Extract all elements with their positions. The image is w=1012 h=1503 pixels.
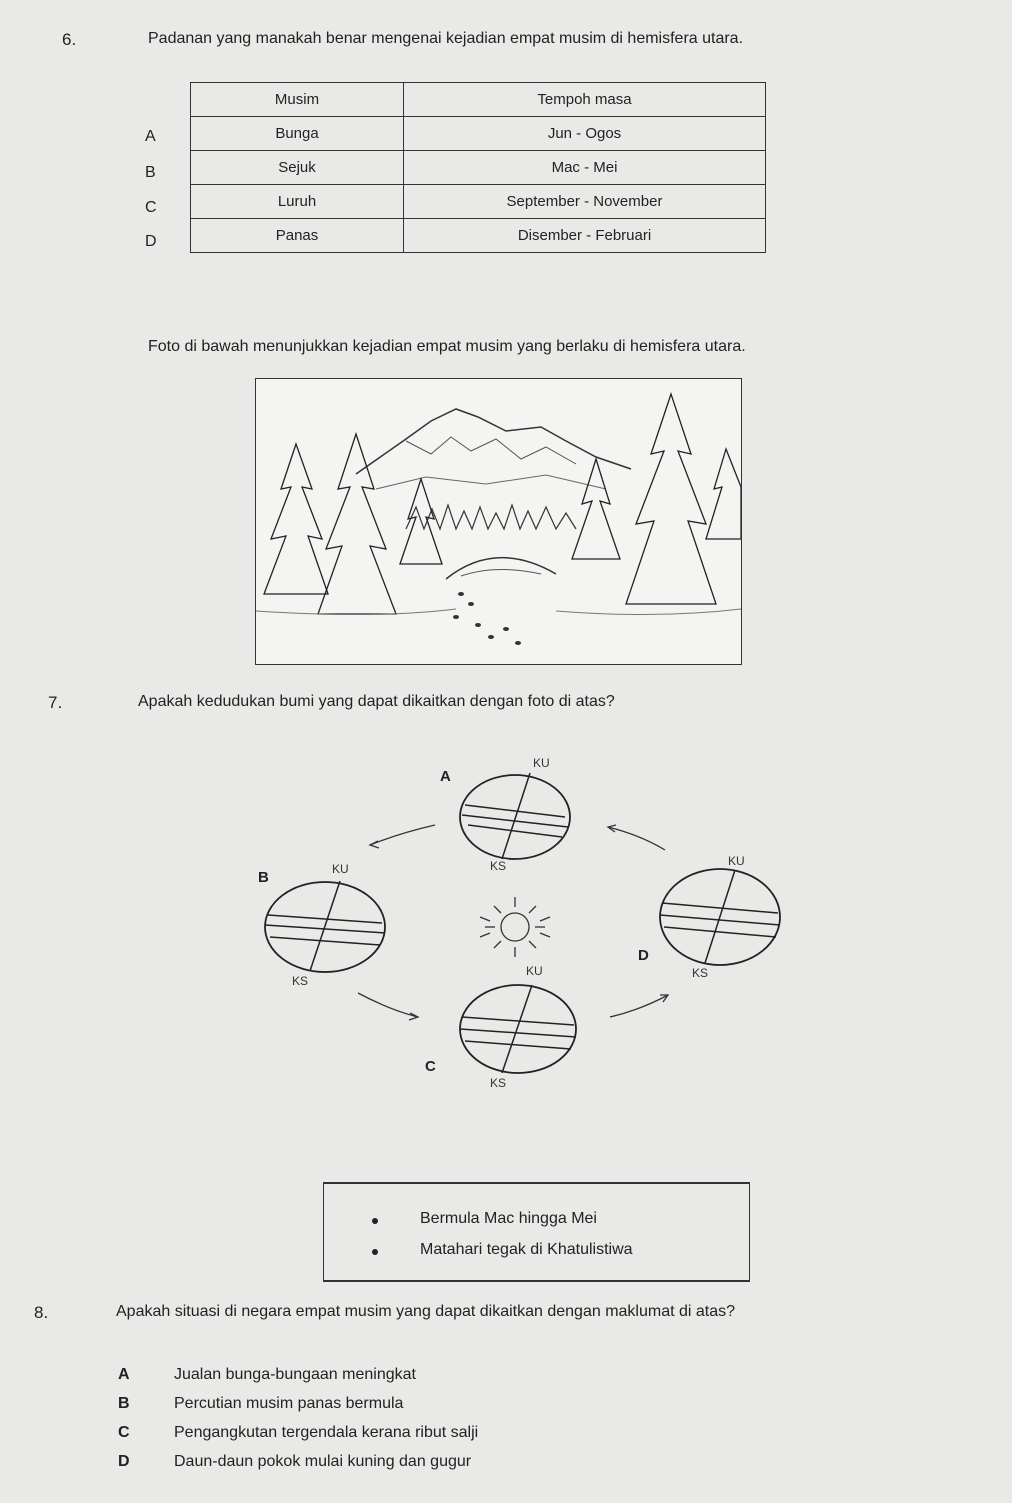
option-text-a: Jualan bunga-bungaan meningkat [174, 1366, 416, 1383]
north-pole-label: KU [332, 862, 349, 876]
season-cell: Sejuk [191, 151, 404, 185]
photo-caption: Foto di bawah menunjukkan kejadian empat musim yang berlaku di hemisfera utara. [148, 338, 746, 355]
option-letter-b: B [258, 869, 269, 886]
period-cell: Mac - Mei [404, 151, 766, 185]
option-text-b: Percutian musim panas bermula [174, 1395, 404, 1412]
season-cell: Panas [191, 219, 404, 253]
option-letter-d: D [118, 1453, 130, 1470]
table-header-row [191, 83, 766, 117]
earth-position-d [638, 854, 780, 980]
north-pole-label: KU [533, 756, 550, 770]
south-pole-label: KS [490, 1076, 507, 1090]
option-letter-c: C [145, 199, 157, 216]
question-6-number: 6. [62, 30, 77, 49]
south-pole-label: KS [692, 966, 709, 980]
arrow-b-to-c [358, 993, 418, 1017]
table-row [191, 219, 766, 253]
option-letter-a: A [145, 128, 156, 145]
option-letter-b: B [145, 164, 156, 181]
option-letter-a: A [118, 1366, 130, 1383]
table-row [191, 185, 766, 219]
option-letter-c: C [425, 1058, 436, 1075]
season-cell: Bunga [191, 117, 404, 151]
option-letter-d: D [638, 947, 649, 964]
info-line-1: Bermula Mac hingga Mei [420, 1210, 597, 1227]
option-letter-b: B [118, 1395, 130, 1412]
option-letter-c: C [118, 1424, 130, 1441]
header-tempoh-masa: Tempoh masa [404, 83, 766, 117]
sun-icon [480, 897, 550, 957]
south-pole-label: KS [292, 974, 309, 988]
north-pole-label: KU [526, 964, 543, 978]
period-cell: Jun - Ogos [404, 117, 766, 151]
info-box [323, 1182, 750, 1282]
period-cell: September - November [404, 185, 766, 219]
question-6-text: Padanan yang manakah benar mengenai kejadian empat musim di hemisfera utara. [148, 30, 744, 47]
earth-position-b [258, 862, 385, 988]
winter-landscape-photo [255, 378, 742, 665]
north-pole-label: KU [728, 854, 745, 868]
earth-position-a [440, 756, 570, 873]
arrow-a-to-b [370, 825, 435, 845]
orbit-arrows [358, 825, 668, 1020]
header-musim: Musim [191, 83, 404, 117]
season-table [190, 82, 766, 253]
info-line-2: Matahari tegak di Khatulistiwa [420, 1241, 633, 1258]
question-7-number: 7. [48, 693, 63, 712]
period-cell: Disember - Februari [404, 219, 766, 253]
option-text-d: Daun-daun pokok mulai kuning dan gugur [174, 1453, 472, 1470]
question-8-number: 8. [34, 1303, 49, 1322]
option-letter-d: D [145, 233, 157, 250]
bullet-icon [372, 1249, 378, 1255]
arrow-d-to-a [608, 827, 665, 850]
arrow-c-to-d [610, 995, 668, 1017]
table-row [191, 151, 766, 185]
winter-landscape-illustration [256, 379, 741, 664]
option-letter-a: A [440, 768, 451, 785]
south-pole-label: KS [490, 859, 507, 873]
option-text-c: Pengangkutan tergendala kerana ribut salji [174, 1424, 479, 1441]
table-row [191, 117, 766, 151]
question-8-text: Apakah situasi di negara empat musim yang dapat dikaitkan dengan maklumat di atas? [116, 1303, 736, 1320]
question-7-text: Apakah kedudukan bumi yang dapat dikaitkan dengan foto di atas? [138, 693, 615, 710]
season-cell: Luruh [191, 185, 404, 219]
earth-position-c [425, 964, 576, 1090]
earth-orbit-diagram [240, 745, 800, 1105]
bullet-icon [372, 1218, 378, 1224]
